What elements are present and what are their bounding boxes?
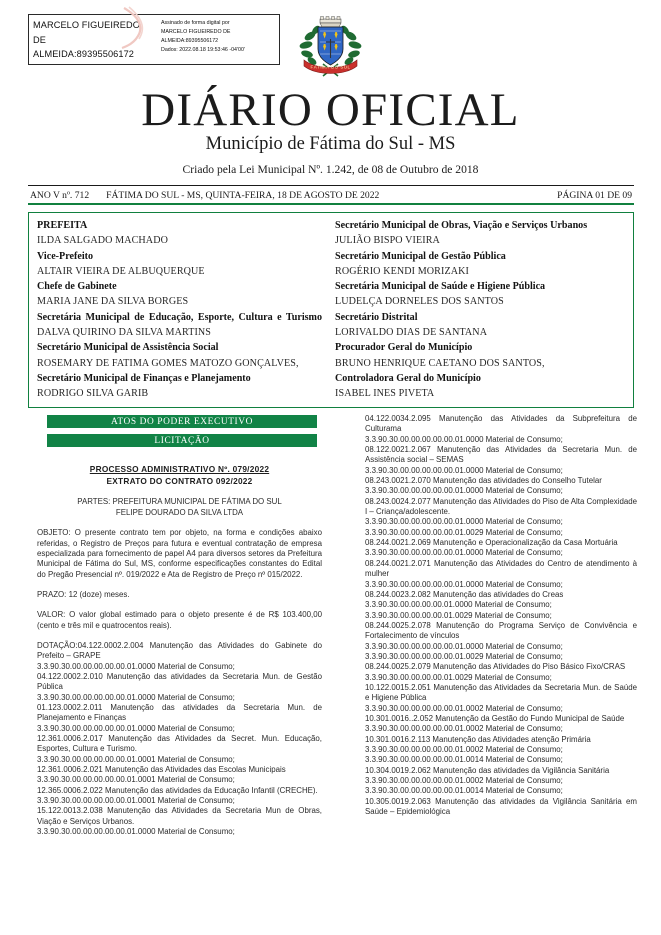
official-name: ALTAIR VIEIRA DE ALBUQUERQUE xyxy=(37,265,205,277)
dotacao-line: 3.3.90.30.00.00.00.00.00.01.0002 Material de Consumo; xyxy=(365,776,563,786)
official-role: Procurador Geral do Município xyxy=(335,342,473,354)
partes-line: PARTES: PREFEITURA MUNICIPAL DE FÁTIMA DO SUL xyxy=(77,497,282,506)
official-name: JULIÃO BISPO VIEIRA xyxy=(335,235,440,247)
official-name: RODRIGO SILVA GARIB xyxy=(37,388,149,400)
dotacao-line: 3.3.90.30.00.00.00.00.00.01.0000 Material de Consumo; xyxy=(365,641,563,651)
official-name: LORIVALDO DIAS DE SANTANA xyxy=(335,327,488,339)
signature-detail-line: Dados: 2022.08.18 19:53:46 -04'00' xyxy=(161,47,245,54)
dotacao-line: 15.122.0013.2.038 Manutenção das Atividades da Secretaria Mun de Obras, Viação e Serviços Urbanos. xyxy=(37,806,322,826)
section-bar-atos-poder-executivo: ATOS DO PODER EXECUTIVO xyxy=(47,415,317,428)
signature-detail-line: MARCELO FIGUEIREDO DE xyxy=(161,29,231,36)
svg-text:FÁTIMA DO SUL: FÁTIMA DO SUL xyxy=(310,64,351,70)
dotacao-line: 3.3.90.30.00.00.00.00.00.01.0029 Material de Consumo; xyxy=(365,527,563,537)
dotacao-line: 08.244.0025.2.079 Manutenção das Atividades do Piso Básico Fixo/CRAS xyxy=(365,662,626,672)
official-role: Chefe de Gabinete xyxy=(37,281,117,293)
issue-rule-top xyxy=(28,185,634,186)
dotacao-line: 3.3.90.30.00.00.00.00.00.01.0001 Material de Consumo; xyxy=(37,754,235,764)
dotacao-line: 10.301.0016..2.052 Manutenção da Gestão do Fundo Municipal de Saúde xyxy=(365,713,625,723)
officials-box xyxy=(28,212,634,408)
official-role: Secretário Distrital xyxy=(335,311,418,323)
official-name: ISABEL INES PIVETA xyxy=(335,388,435,400)
official-role: Secretária Municipal de Saúde e Higiene Pública xyxy=(335,281,546,293)
issue-bar xyxy=(28,187,634,203)
issue-place-date: FÁTIMA DO SUL - MS, QUINTA-FEIRA, 18 DE AGOSTO DE 2022 xyxy=(106,189,380,201)
dotacao-line: DOTAÇÃO:04.122.0002.2.004 Manutenção das Atividades do Gabinete do Prefeito – GRAPE xyxy=(37,640,322,661)
official-role: Secretário Municipal de Assistência Social xyxy=(37,342,219,354)
signature-name-line: DE xyxy=(33,34,46,45)
signature-name-line: ALMEIDA:89395506172 xyxy=(33,49,134,60)
dotacao-line: 3.3.90.30.00.00.00.00.00.01.0000 Material de Consumo; xyxy=(37,827,235,837)
dotacao-line: 12.361.0006.2.017 Manutenção das Atividades da Secret. Mun. Educação, Esportes, Cultura e Turismo. xyxy=(37,734,322,754)
official-name: ROSEMARY DE FATIMA GOMES MATOZO GONÇALVES, xyxy=(37,357,299,369)
dotacao-list-left xyxy=(37,641,322,838)
content-column-left xyxy=(37,464,322,837)
signature-name-block xyxy=(29,15,157,64)
dotacao-line: 10.122.0015.2.051 Manutenção das Atividades da Secretaria Mun. de Saúde e Higiene Pública xyxy=(365,682,637,703)
official-name: DALVA QUIRINO DA SILVA MARTINS xyxy=(37,327,212,339)
dotacao-line: 08.122.0021.2.067 Manutenção das Atividades da Secretaria Mun. de Assistência social – SEMAS xyxy=(365,445,637,465)
officials-column-left xyxy=(29,213,328,407)
dotacao-line: 10.304.0019.2.062 Manutenção das atividades da Vigilância Sanitária xyxy=(365,765,610,775)
dotacao-line: 3.3.90.30.00.00.00.00.00.01.0000 Material de Consumo; xyxy=(365,548,563,558)
dotacao-line: 01.123.0002.2.011 Manutenção das atividades da Secretaria Mun. de Planejamento e Finanças xyxy=(37,703,322,723)
signature-name-line: MARCELO FIGUEIREDO xyxy=(33,20,140,30)
dotacao-line: 10.301.0016.2.113 Manutenção das Atividades atenção Primária xyxy=(365,734,591,744)
official-name: LUDELÇA DORNELES DOS SANTOS xyxy=(335,296,504,308)
extrato-title: EXTRATO DO CONTRATO 092/2022 xyxy=(106,475,253,486)
section-bar-licitacao: LICITAÇÃO xyxy=(47,434,317,447)
official-name: ROGÉRIO KENDI MORIZAKI xyxy=(335,265,469,277)
masthead-subtitle: Município de Fátima do Sul - MS xyxy=(205,134,456,154)
dotacao-line: 08.243.0021.2.070 Manutenção das atividades do Conselho Tutelar xyxy=(365,476,602,486)
dotacao-list-right xyxy=(365,414,637,817)
content-column-right xyxy=(365,414,637,817)
dotacao-line: 08.244.0021.2.069 Manutenção e Operacionalização da Casa Mortuária xyxy=(365,538,618,548)
officials-column-right xyxy=(328,213,633,407)
official-role: Secretário Municipal de Gestão Pública xyxy=(335,250,506,262)
official-role: Secretário Municipal de Finanças e Planejamento xyxy=(37,372,251,384)
partes-line: FELIPE DOURADO DA SILVA LTDA xyxy=(115,507,244,517)
issue-rule-bottom xyxy=(28,203,634,205)
masthead xyxy=(0,84,661,179)
masthead-law-line: Criado pela Lei Municipal Nº. 1.242, de 08 de Outubro de 2018 xyxy=(182,163,479,176)
dotacao-line: 12.365.0006.2.022 Manutenção das atividades da Educação Infantil (CRECHE). xyxy=(37,785,318,795)
dotacao-line: 3.3.90.30.00.00.00.00.00.01.0029 Material de Consumo; xyxy=(365,651,563,661)
dotacao-line: 3.3.90.30.00.00.00.00.01.0029 Material de Consumo; xyxy=(365,610,552,620)
official-name: MARIA JANE DA SILVA BORGES xyxy=(37,296,189,308)
dotacao-line: 3.3.90.30.00.00.00.00.00.01.0000 Material de Consumo; xyxy=(37,692,235,702)
official-name: ILDA SALGADO MACHADO xyxy=(37,235,168,247)
dotacao-line: 3.3.90.30.00.00.00.00.00.01.0001 Material de Consumo; xyxy=(37,796,235,806)
official-role: Controladora Geral do Município xyxy=(335,372,481,384)
dotacao-line: 3.3.90.30.00.00.00.00.00.01.0000 Material de Consumo; xyxy=(37,661,235,671)
dotacao-line: 3.3.90.30.00.00.00.00.00.01.0000 Material de Consumo; xyxy=(365,486,563,496)
dotacao-line: 3.3.90.30.00.00.00.00.00.01.0000 Material de Consumo; xyxy=(365,579,563,589)
page-title: DIÁRIO OFICIAL xyxy=(141,84,520,136)
digital-signature-stamp xyxy=(28,14,280,65)
dotacao-line: 12.361.0006.2.021 Manutenção das Atividades das Escolas Municipais xyxy=(37,765,286,775)
dotacao-line: 3.3.90.30.00.00.00.00.01.0029 Material de Consumo; xyxy=(365,672,552,682)
dotacao-line: 10.305.0019.2.063 Manutenção das atividades da Vigilância Sanitária em Saúde – Epidemiológica xyxy=(365,796,637,817)
signature-detail-line: ALMEIDA:89395506172 xyxy=(161,38,219,45)
dotacao-line: 04.122.0002.2.010 Manutenção das atividades da Secretaria Mun. de Gestão Pública xyxy=(37,671,322,692)
official-role: PREFEITA xyxy=(37,220,88,231)
dotacao-line: 3.3.90.30.00.00.00.00.01.0000 Material de Consumo; xyxy=(365,600,552,610)
dotacao-line: 04.122.0034.2.095 Manutenção das Atividades da Subprefeitura de Culturama xyxy=(365,414,637,434)
coat-of-arms-icon xyxy=(296,16,365,82)
official-role: Secretário Municipal de Obras, Viação e Serviços Urbanos xyxy=(335,220,588,231)
official-role: Vice-Prefeito xyxy=(37,250,94,262)
objeto-paragraph: OBJETO: O presente contrato tem por objeto, na forma e condições abaixo referidas, o Registro de Preços para futura e eventual contratação de empresa especializada para fornecimento de papel A4 para diversos setores da Prefeitura Municipal de Fátima do Sul, MS, conforme especificações constantes do Edital do Pregão Presencial nº. 019/2022 e Ata de Registro de Preço nº 015/2022. xyxy=(37,528,322,579)
official-name: BRUNO HENRIQUE CAETANO DOS SANTOS, xyxy=(335,357,545,369)
signature-detail-line: Assinado de forma digital por xyxy=(161,20,230,26)
dotacao-line: 3.3.90.30.00.00.00.00.00.01.0002 Material de Consumo; xyxy=(365,745,563,754)
dotacao-line: 3.3.90.30.00.00.00.00.00.01.0001 Material de Consumo; xyxy=(37,775,235,785)
dotacao-line: 08.244.0023.2.082 Manutenção das atividades do Creas xyxy=(365,589,564,599)
valor-paragraph: VALOR: O valor global estimado para o objeto presente é de R$ 103.400,00 (cento e três mil e quatrocentos reais). xyxy=(37,610,322,630)
dotacao-line: 08.244.0021.2.071 Manutenção das Atividades do Centro de atendimento à mulher xyxy=(365,558,637,579)
dotacao-line: 3.3.90.30.00.00.00.00.00.01.0000 Material de Consumo; xyxy=(365,434,563,444)
issue-number: ANO V nº. 712 xyxy=(30,189,90,201)
issue-page-number: PÁGINA 01 DE 09 xyxy=(557,189,632,201)
prazo-paragraph: PRAZO: 12 (doze) meses. xyxy=(37,589,130,599)
dotacao-line: 3.3.90.30.00.00.00.00.00.01.0002 Material de Consumo; xyxy=(365,724,563,734)
dotacao-line: 3.3.90.30.00.00.00.00.00.01.0014 Material de Consumo; xyxy=(365,786,563,796)
dotacao-line: 3.3.90.30.00.00.00.00.00.01.0014 Material de Consumo; xyxy=(365,755,563,765)
processo-title: PROCESSO ADMINISTRATIVO Nº. 079/2022 xyxy=(89,464,270,474)
official-role: Secretária Municipal de Educação, Esporte, Cultura e Turismo xyxy=(37,311,323,323)
dotacao-line: 3.3.90.30.00.00.00.00.00.01.0002 Material de Consumo; xyxy=(365,703,563,713)
dotacao-line: 3.3.90.30.00.00.00.00.00.01.0000 Material de Consumo; xyxy=(37,723,235,733)
dotacao-line: 3.3.90.30.00.00.00.00.00.01.0000 Material de Consumo; xyxy=(365,517,563,527)
dotacao-line: 08.244.0025.2.078 Manutenção do Programa Serviço de Convivência e Fortalecimento de vínculos xyxy=(365,620,637,641)
dotacao-line: 3.3.90.30.00.00.00.00.00.01.0000 Material de Consumo; xyxy=(365,465,563,475)
dotacao-line: 08.243.0024.2.077 Manutenção das Atividades do Piso de Alta Complexidade I – Criança/adolescente. xyxy=(365,496,637,517)
signature-detail-block xyxy=(157,15,279,64)
